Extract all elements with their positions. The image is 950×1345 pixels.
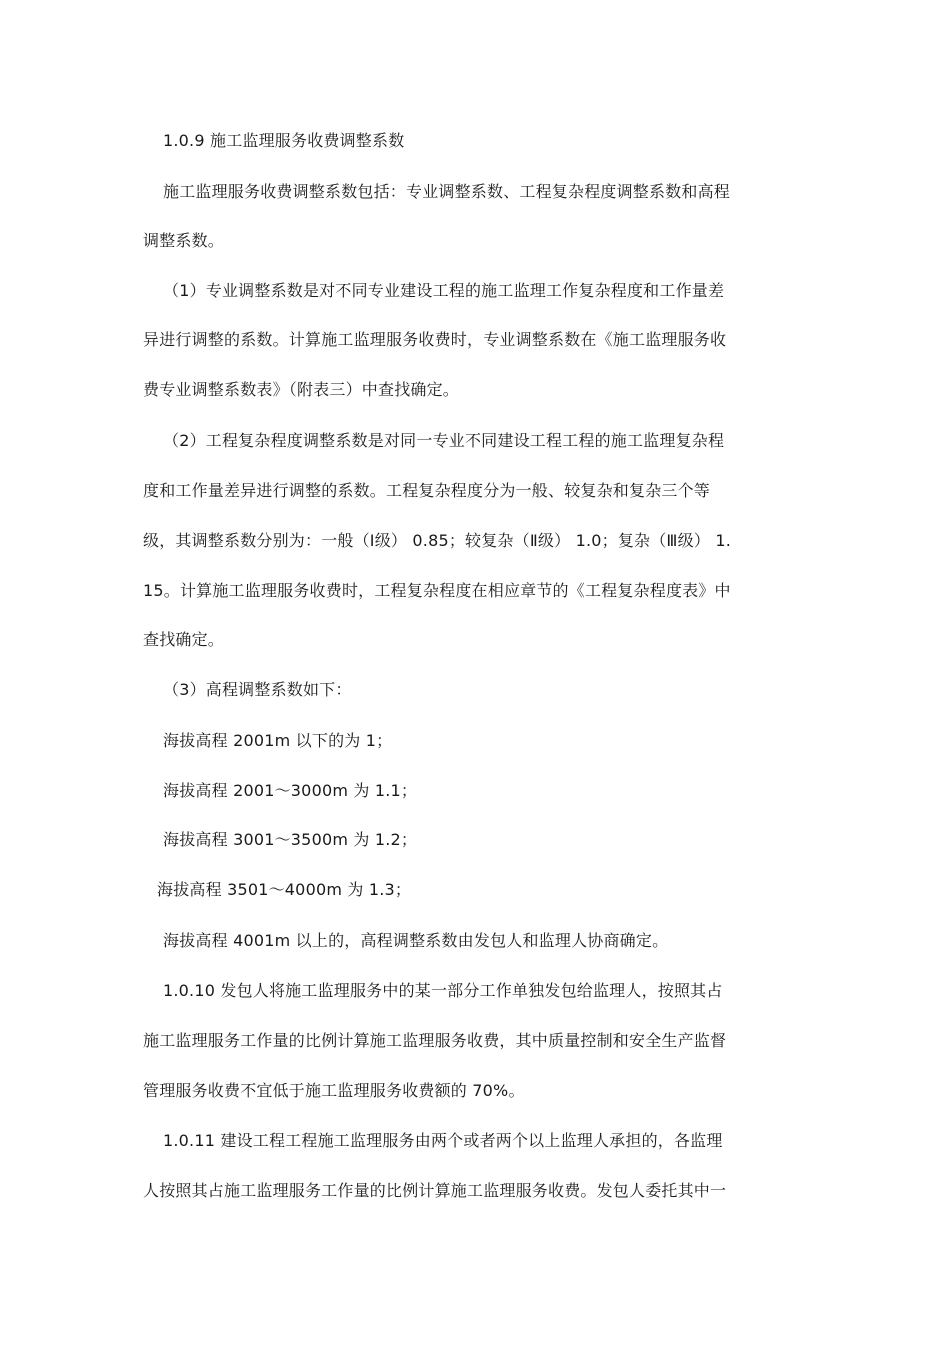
paragraph-line: 级，其调整系数分别为：一般（Ⅰ级） 0.85；较复杂（Ⅱ级） 1.0；复杂（Ⅲ级） 1. bbox=[143, 531, 732, 550]
elevation-item: 海拔高程 3501～4000m 为 1.3； bbox=[157, 880, 412, 899]
paragraph-line: 15。计算施工监理服务收费时，工程复杂程度在相应章节的《工程复杂程度表》中 bbox=[143, 581, 731, 600]
paragraph-line: 异进行调整的系数。计算施工监理服务收费时，专业调整系数在《施工监理服务收 bbox=[143, 330, 727, 349]
elevation-item: 海拔高程 4001m 以上的，高程调整系数由发包人和监理人协商确定。 bbox=[163, 931, 669, 950]
paragraph-line: 费专业调整系数表》（附表三）中查找确定。 bbox=[143, 380, 460, 399]
paragraph-line: 调整系数。 bbox=[143, 231, 225, 250]
paragraph-line: 人按照其占施工监理服务工作量的比例计算施工监理服务收费。发包人委托其中一 bbox=[143, 1181, 727, 1200]
paragraph-line: 施工监理服务工作量的比例计算施工监理服务收费，其中质量控制和安全生产监督 bbox=[143, 1031, 727, 1050]
paragraph-line: （1）专业调整系数是对不同专业建设工程的施工监理工作复杂程度和工作量差 bbox=[163, 281, 725, 300]
paragraph-line: （3）高程调整系数如下： bbox=[163, 680, 352, 699]
section-paragraph-1-0-11: 1.0.11 建设工程工程施工监理服务由两个或者两个以上监理人承担的，各监理 bbox=[163, 1131, 723, 1150]
paragraph-line: 管理服务收费不宜低于施工监理服务收费额的 70%。 bbox=[143, 1081, 525, 1100]
section-paragraph-1-0-10: 1.0.10 发包人将施工监理服务中的某一部分工作单独发包给监理人，按照其占 bbox=[163, 981, 723, 1000]
elevation-item: 海拔高程 2001m 以下的为 1； bbox=[163, 731, 393, 750]
elevation-item: 海拔高程 2001～3000m 为 1.1； bbox=[163, 781, 418, 800]
paragraph-line: 查找确定。 bbox=[143, 630, 225, 649]
elevation-item: 海拔高程 3001～3500m 为 1.2； bbox=[163, 830, 418, 849]
paragraph-line: 度和工作量差异进行调整的系数。工程复杂程度分为一般、较复杂和复杂三个等 bbox=[143, 481, 711, 500]
section-heading-1-0-9: 1.0.9 施工监理服务收费调整系数 bbox=[163, 131, 405, 150]
paragraph-line: （2）工程复杂程度调整系数是对同一专业不同建设工程工程的施工监理复杂程 bbox=[163, 431, 725, 450]
paragraph-line: 施工监理服务收费调整系数包括：专业调整系数、工程复杂程度调整系数和高程 bbox=[163, 182, 731, 201]
